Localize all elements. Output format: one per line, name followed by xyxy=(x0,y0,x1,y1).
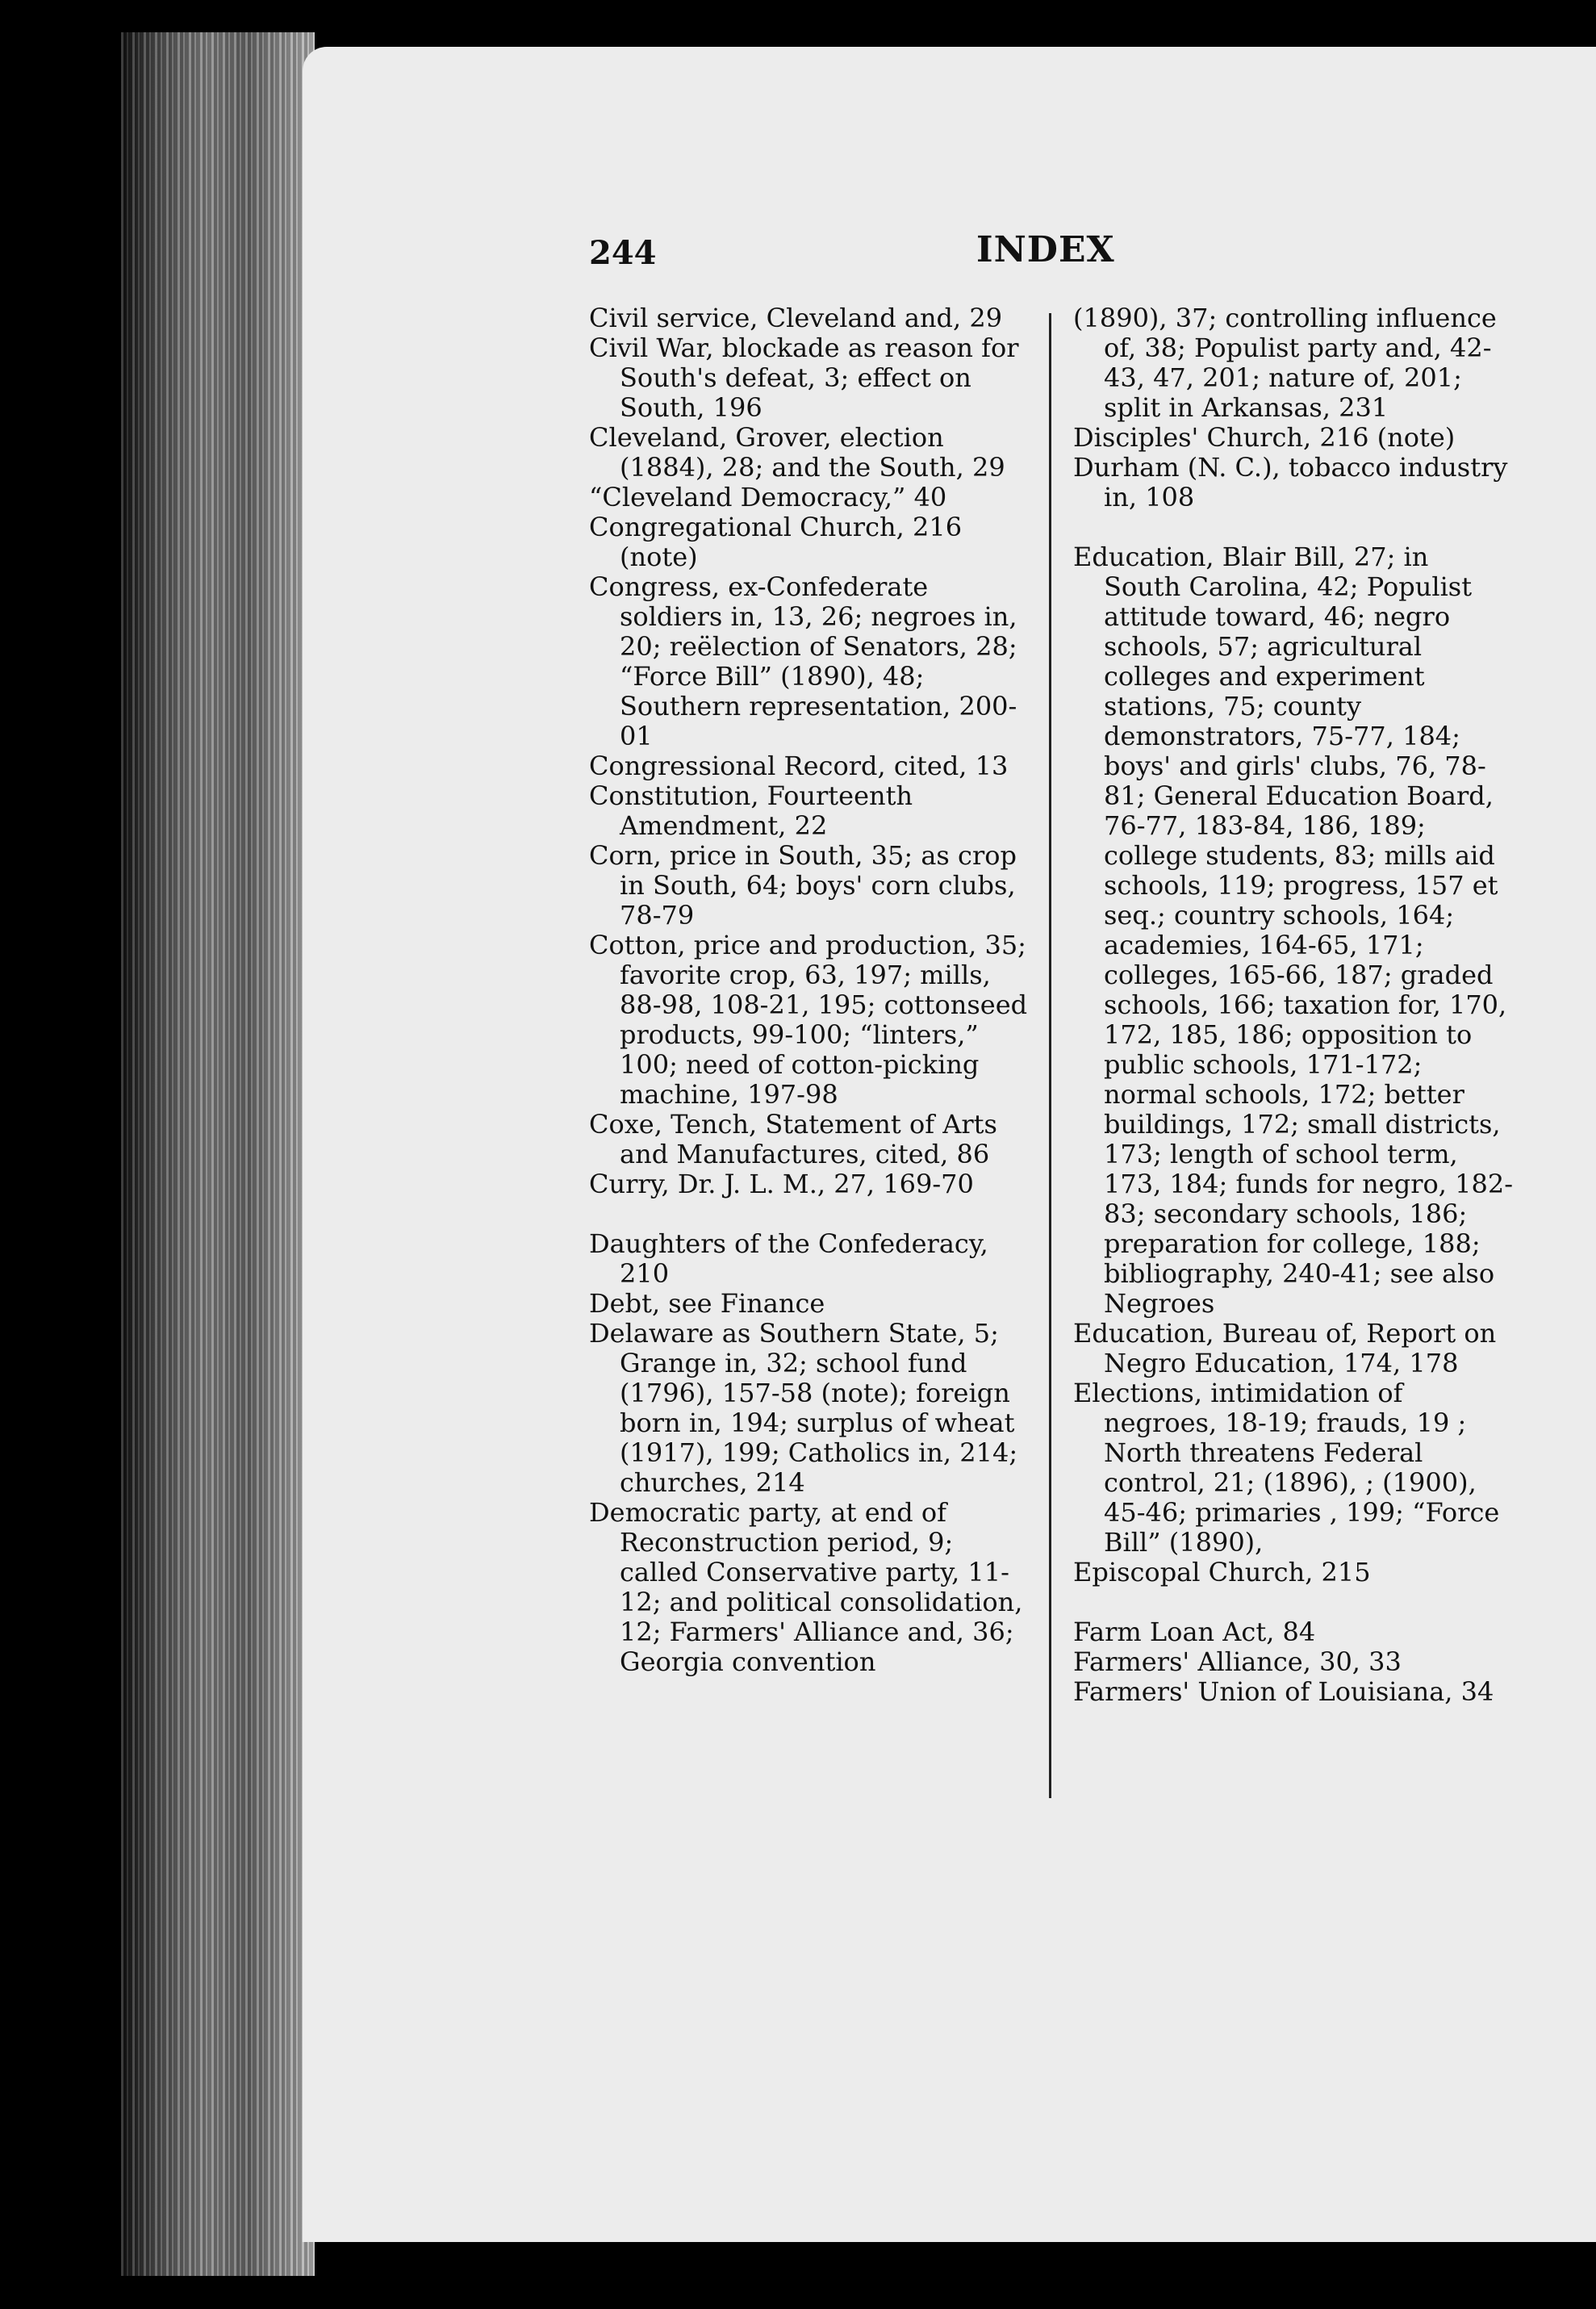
index-entry: Civil War, blockade as reason for South's defeat, 3; effect on South, 196 xyxy=(589,333,1019,423)
index-entry: Congress, ex-Confederate soldiers in, 13, 26; negroes in, 20; reëlection of Senators, 28; “Force Bill” (1890), 48; Southern representation, 200-01 xyxy=(589,571,1017,751)
page-number: 244 xyxy=(589,234,657,272)
index-entry: Cleveland, Grover, election (1884), 28; and the South, 29 xyxy=(589,422,1005,483)
index-entry: Corn, price in South, 35; as crop in South, 64; boys' corn clubs, 78-79 xyxy=(589,840,1017,931)
index-entry: Curry, Dr. J. L. M., 27, 169-70 xyxy=(589,1169,974,1199)
index-entry: Education, Bureau of, Report on Negro Education, 174, 178 xyxy=(1073,1318,1497,1378)
index-entry: Farmers' Union of Louisiana, 34 xyxy=(1073,1676,1494,1707)
index-entry: (1890), 37; controlling influence of, 38; Populist party and, 42-43, 47, 201; nature of, 201; split in Arkansas, 231 xyxy=(1073,303,1497,423)
column-divider xyxy=(1049,313,1051,1798)
index-entry: Cotton, price and production, 35; favorite crop, 63, 197; mills, 88-98, 108-21, 195; cottonseed products, 99-100; “linters,” 100; need of cotton-picking machine, 197-98 xyxy=(589,930,1028,1110)
index-entry: Congregational Church, 216 (note) xyxy=(589,512,963,572)
running-head xyxy=(303,229,1596,282)
index-column-right xyxy=(1073,303,1513,1707)
index-entry: Daughters of the Confederacy, 210 xyxy=(589,1228,988,1289)
index-entry: Episcopal Church, 215 xyxy=(1073,1557,1371,1587)
index-entry: “Cleveland Democracy,” 40 xyxy=(589,482,947,512)
index-entry: Farm Loan Act, 84 xyxy=(1073,1617,1316,1647)
index-column-left xyxy=(589,303,1029,1677)
index-entry: Debt, see Finance xyxy=(589,1288,825,1319)
index-entry: Coxe, Tench, Statement of Arts and Manufactures, cited, 86 xyxy=(589,1109,997,1169)
index-entry: Elections, intimidation of negroes, 18-19; frauds, 19 ; North threatens Federal control, 21; (1896), ; (1900), 45-46; primaries , 199; “Force Bill” (1890), xyxy=(1073,1378,1500,1558)
index-entry: Education, Blair Bill, 27; in South Carolina, 42; Populist attitude toward, 46; negro schools, 57; agricultural colleges and experiment stations, 75; county demonstrators, 75-77, 184; boys' and girls' clubs, 76, 78-81; General Education Board, 76-77, 183-84, 186, 189; college students, 83; mills aid schools, 119; progress, 157 et seq.; country schools, 164; academies, 164-65, 171; colleges, 165-66, 187; graded schools, 166; taxation for, 170, 172, 185, 186; opposition to public schools, 171-172; normal schools, 172; better buildings, 172; small districts, 173; length of school term, 173, 184; funds for negro, 182-83; secondary schools, 186; preparation for college, 188; bibliography, 240-41; see also Negroes xyxy=(1073,542,1513,1319)
page-title: INDEX xyxy=(976,229,1115,270)
index-entry: Farmers' Alliance, 30, 33 xyxy=(1073,1646,1402,1677)
book-spine-edge xyxy=(121,32,315,2276)
index-entry: Disciples' Church, 216 (note) xyxy=(1073,422,1456,453)
index-entry: Durham (N. C.), tobacco industry in, 108 xyxy=(1073,452,1508,512)
index-entry: Constitution, Fourteenth Amendment, 22 xyxy=(589,780,913,841)
index-entry: Congressional Record, cited, 13 xyxy=(589,751,1009,781)
index-entry: Civil service, Cleveland and, 29 xyxy=(589,303,1003,333)
book-page xyxy=(303,47,1596,2242)
index-entry: Democratic party, at end of Reconstruction period, 9; called Conservative party, 11-12; and political consolidation, 12; Farmers' Alliance and, 36; Georgia convention xyxy=(589,1497,1023,1677)
index-entry: Delaware as Southern State, 5; Grange in, 32; school fund (1796), 157-58 (note); foreign born in, 194; surplus of wheat (1917), 199; Catholics in, 214; churches, 214 xyxy=(589,1318,1018,1498)
